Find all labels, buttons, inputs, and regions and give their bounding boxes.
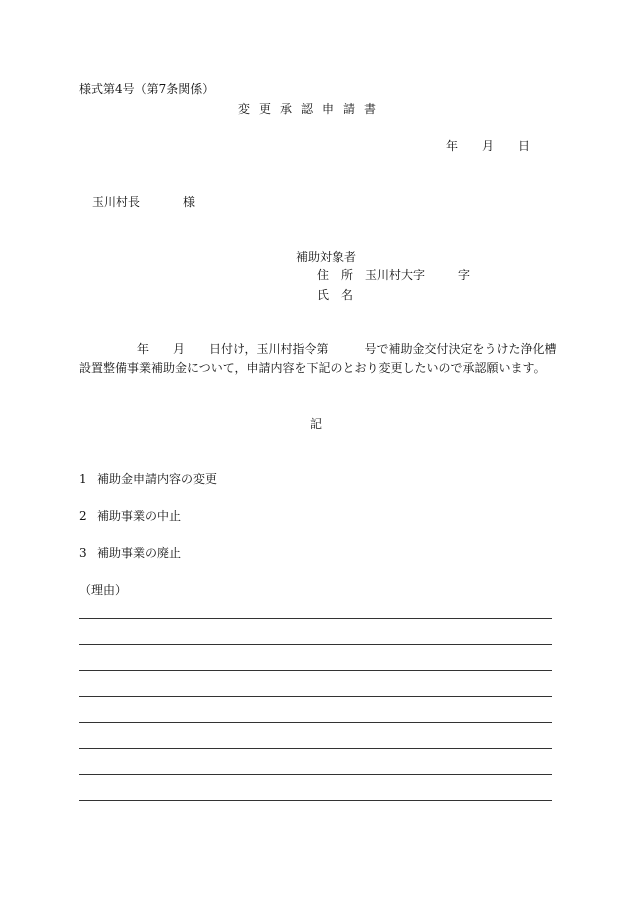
address-label: 住 所 <box>317 268 354 282</box>
reason-line <box>79 644 552 645</box>
addressee-honorific: 様 <box>183 195 196 209</box>
reason-line <box>79 696 552 697</box>
reason-line <box>79 618 552 619</box>
reason-label: （理由） <box>79 583 128 597</box>
reason-line <box>79 748 552 749</box>
reason-line <box>79 722 552 723</box>
address-suffix: 字 <box>458 268 471 282</box>
list-item-number: 1 <box>79 472 87 486</box>
body-text-line-2: 設置整備事業補助金について，申請内容を下記のとおり変更したいので承認願います。 <box>79 361 546 375</box>
list-item <box>79 472 217 486</box>
form-number: 様式第4号（第7条関係） <box>79 82 215 96</box>
addressee-name: 玉川村長 <box>92 195 141 209</box>
reason-line <box>79 670 552 671</box>
ki-heading: 記 <box>310 417 323 431</box>
date-month: 月 <box>482 139 495 153</box>
list-item-label: 補助金申請内容の変更 <box>97 472 218 486</box>
list-item-number: 2 <box>79 509 87 523</box>
list-item <box>79 509 181 523</box>
date-line <box>446 139 530 153</box>
addressee <box>92 195 195 209</box>
list-item-label: 補助事業の廃止 <box>97 546 182 560</box>
date-year: 年 <box>446 139 459 153</box>
document-title: 変更承認申請書 <box>238 102 386 116</box>
reason-line <box>79 774 552 775</box>
reason-line <box>79 800 552 801</box>
date-day: 日 <box>518 139 531 153</box>
name-label: 氏 名 <box>317 288 354 302</box>
address-value: 玉川村大字 <box>365 268 426 282</box>
applicant-heading: 補助対象者 <box>296 250 357 264</box>
list-item-label: 補助事業の中止 <box>97 509 182 523</box>
list-item <box>79 546 181 560</box>
list-item-number: 3 <box>79 546 87 560</box>
body-text-line-1: 年 月 日付け，玉川村指令第 号で補助金交付決定をうけた浄化槽 <box>137 342 557 356</box>
